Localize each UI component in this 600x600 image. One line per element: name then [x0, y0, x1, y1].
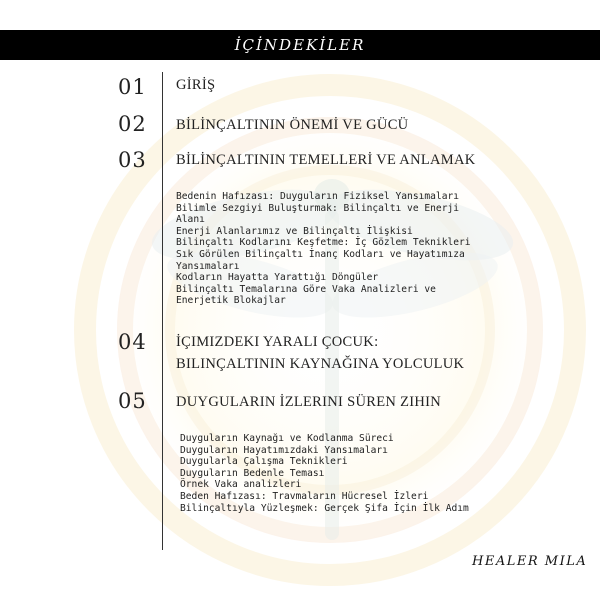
list-item: Bilinçaltıyla Yüzleşmek: Gerçek Şifa İçin İlk Adım	[180, 502, 469, 514]
section-number-03: 03	[118, 148, 147, 172]
vertical-divider	[162, 72, 163, 550]
header-bar	[0, 30, 600, 60]
list-item: Yansımaları	[176, 260, 240, 272]
section-title-02: BİLİNÇALTININ ÖNEMİ VE GÜCÜ	[176, 117, 409, 133]
list-item: Beden Hafızası: Travmaların Hücresel İzleri	[180, 490, 429, 502]
page-title: İÇİNDEKİLER	[234, 36, 366, 54]
list-item: Bilinçaltı Temalarına Göre Vaka Analizleri ve	[176, 283, 436, 295]
section-title-03: BİLİNÇALTININ TEMELLERİ VE ANLAMAK	[176, 152, 476, 168]
list-item: Bedenin Hafızası: Duyguların Fiziksel Yansımaları	[176, 191, 460, 202]
list-item: Alanı	[176, 214, 205, 226]
list-item: Enerji Alanlarımız ve Bilinçaltı İlişkisi	[176, 225, 413, 237]
section-number-02: 02	[118, 112, 147, 136]
list-item: Enerjetik Blokajlar	[176, 295, 286, 307]
section-03-items	[176, 191, 471, 307]
section-number-01: 01	[118, 75, 147, 99]
section-title-01: GİRİŞ	[176, 77, 216, 93]
section-title-04-line1: İÇIMIZDEKI YARALI ÇOCUK:	[176, 334, 379, 350]
list-item: Duygularla Çalışma Teknikleri	[180, 456, 348, 468]
author-signature: HEALER MILA	[472, 554, 588, 569]
section-number-05: 05	[118, 389, 147, 413]
section-title-04-line2: BILINÇALTININ KAYNAĞINA YOLCULUK	[176, 356, 465, 372]
section-title-05: DUYGULARIN İZLERINI SÜREN ZIHIN	[176, 394, 442, 410]
list-item: Örnek Vaka analizleri	[180, 479, 302, 491]
section-number-04: 04	[118, 330, 147, 354]
list-item: Sık Görülen Bilinçaltı İnanç Kodları ve Hayatımıza	[176, 248, 465, 260]
list-item: Bilinçaltı Kodlarını Keşfetme: İç Gözlem Teknikleri	[176, 237, 471, 249]
list-item: Duyguların Hayatımızdaki Yansımaları	[180, 444, 388, 456]
list-item: Kodların Hayatta Yarattığı Döngüler	[176, 272, 379, 284]
list-item: Duyguların Bedenle Teması	[180, 467, 325, 479]
section-05-items	[180, 433, 469, 514]
list-item: Bilimle Sezgiyi Buluşturmak: Bilinçaltı ve Enerji	[176, 202, 460, 214]
list-item: Duyguların Kaynağı ve Kodlanma Süreci	[180, 433, 394, 444]
